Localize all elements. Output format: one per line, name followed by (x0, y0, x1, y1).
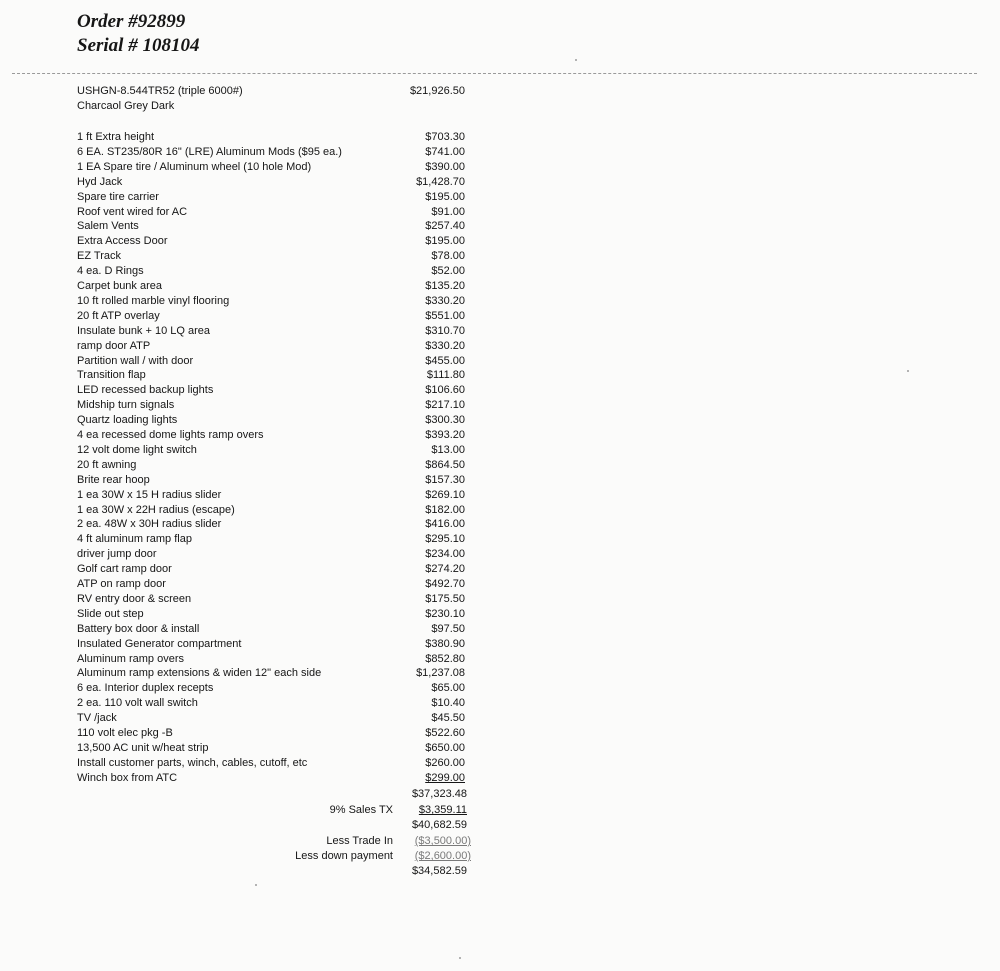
item-price: $45.50 (431, 712, 465, 724)
item-price: $65.00 (431, 682, 465, 694)
item-price: $78.00 (431, 250, 465, 262)
item-description: LED recessed backup lights (77, 384, 214, 396)
item-description: 2 ea. 110 volt wall switch (77, 697, 198, 709)
down-payment-label: Less down payment (295, 850, 393, 862)
trade-in-label: Less Trade In (326, 835, 393, 847)
item-description: Aluminum ramp overs (77, 653, 184, 665)
item-price: $741.00 (425, 146, 465, 158)
item-price: $269.10 (425, 489, 465, 501)
model-price: $21,926.50 (409, 85, 465, 97)
item-price: $551.00 (425, 310, 465, 322)
item-description: Hyd Jack (77, 176, 123, 188)
item-description: EZ Track (77, 250, 122, 262)
item-price: $230.10 (425, 608, 465, 620)
item-price: $135.20 (425, 280, 465, 292)
item-price: $260.00 (425, 757, 465, 769)
item-price: $295.10 (425, 533, 465, 545)
item-description: Slide out step (77, 608, 144, 620)
item-description: 4 ea recessed dome lights ramp overs (77, 429, 264, 441)
item-description: TV /jack (77, 712, 117, 724)
item-description: 4 ea. D Rings (77, 265, 144, 277)
item-price: $106.60 (425, 384, 465, 396)
item-description: 4 ft aluminum ramp flap (77, 533, 192, 545)
item-description: Roof vent wired for AC (77, 206, 188, 218)
item-price: $97.50 (431, 623, 465, 635)
item-description: Install customer parts, winch, cables, cutoff, etc (77, 757, 308, 769)
tax-label: 9% Sales TX (329, 804, 393, 816)
item-description: RV entry door & screen (77, 593, 192, 605)
after-tax-value: $40,682.59 (411, 819, 467, 831)
trade-in-value: ($3,500.00) (414, 835, 471, 847)
item-price: $330.20 (425, 340, 465, 352)
item-description: Transition flap (77, 369, 146, 381)
item-description: 6 EA. ST235/80R 16" (LRE) Aluminum Mods ($95 ea.) (77, 146, 342, 158)
final-total-value: $34,582.59 (411, 865, 467, 877)
scan-speck (255, 884, 257, 886)
tax-value: $3,359.11 (418, 804, 467, 816)
item-description: Partition wall / with door (77, 355, 194, 367)
item-price: $52.00 (431, 265, 465, 277)
item-description: 6 ea. Interior duplex recepts (77, 682, 214, 694)
item-price: $257.40 (425, 220, 465, 232)
item-description: Golf cart ramp door (77, 563, 172, 575)
item-price: $157.30 (425, 474, 465, 486)
item-price: $274.20 (425, 563, 465, 575)
scan-speck (575, 59, 577, 61)
item-description: 1 ft Extra height (77, 131, 155, 143)
item-price: $703.30 (425, 131, 465, 143)
item-price: $195.00 (425, 235, 465, 247)
divider (12, 73, 977, 74)
item-price: $852.80 (425, 653, 465, 665)
item-price: $522.60 (425, 727, 465, 739)
item-price: $175.50 (425, 593, 465, 605)
item-description: Brite rear hoop (77, 474, 150, 486)
item-price: $91.00 (431, 206, 465, 218)
item-description: Extra Access Door (77, 235, 168, 247)
item-price: $864.50 (425, 459, 465, 471)
item-description: Winch box from ATC (77, 772, 178, 784)
item-description: Battery box door & install (77, 623, 200, 635)
item-price: $299.00 (425, 772, 465, 784)
item-description: 1 ea 30W x 15 H radius slider (77, 489, 222, 501)
subtotal-value: $37,323.48 (411, 788, 467, 800)
item-description: 110 volt elec pkg -B (77, 727, 173, 739)
item-description: Salem Vents (77, 220, 139, 232)
item-price: $330.20 (425, 295, 465, 307)
item-description: driver jump door (77, 548, 157, 560)
item-description: Quartz loading lights (77, 414, 178, 426)
order-number: Order #92899 (77, 11, 186, 32)
item-description: ATP on ramp door (77, 578, 166, 590)
item-description: 2 ea. 48W x 30H radius slider (77, 518, 222, 530)
item-price: $13.00 (431, 444, 465, 456)
item-description: Aluminum ramp extensions & widen 12" each side (77, 667, 322, 679)
item-price: $416.00 (425, 518, 465, 530)
item-price: $195.00 (425, 191, 465, 203)
item-price: $10.40 (431, 697, 465, 709)
item-description: ramp door ATP (77, 340, 151, 352)
item-price: $455.00 (425, 355, 465, 367)
model-line: USHGN-8.544TR52 (triple 6000#) (77, 85, 243, 97)
item-price: $393.20 (425, 429, 465, 441)
item-price: $310.70 (425, 325, 465, 337)
down-payment-value: ($2,600.00) (414, 850, 471, 862)
item-description: 20 ft awning (77, 459, 137, 471)
scan-speck (459, 957, 461, 959)
item-price: $217.10 (425, 399, 465, 411)
item-description: Insulate bunk + 10 LQ area (77, 325, 211, 337)
item-description: 20 ft ATP overlay (77, 310, 160, 322)
item-price: $1,237.08 (416, 667, 465, 679)
item-description: Midship turn signals (77, 399, 175, 411)
item-description: 1 ea 30W x 22H radius (escape) (77, 504, 235, 516)
scan-speck (907, 370, 909, 372)
item-description: Insulated Generator compartment (77, 638, 242, 650)
item-price: $492.70 (425, 578, 465, 590)
item-description: Carpet bunk area (77, 280, 162, 292)
item-price: $650.00 (425, 742, 465, 754)
item-price: $390.00 (425, 161, 465, 173)
item-description: 1 EA Spare tire / Aluminum wheel (10 hole Mod) (77, 161, 312, 173)
item-price: $111.80 (426, 369, 465, 381)
serial-number: Serial # 108104 (77, 35, 200, 56)
model-color: Charcaol Grey Dark (77, 100, 175, 112)
item-description: 10 ft rolled marble vinyl flooring (77, 295, 230, 307)
item-description: 13,500 AC unit w/heat strip (77, 742, 209, 754)
item-description: Spare tire carrier (77, 191, 159, 203)
item-price: $234.00 (425, 548, 465, 560)
item-description: 12 volt dome light switch (77, 444, 197, 456)
item-price: $380.90 (425, 638, 465, 650)
item-price: $182.00 (425, 504, 465, 516)
item-price: $300.30 (425, 414, 465, 426)
item-price: $1,428.70 (416, 176, 465, 188)
